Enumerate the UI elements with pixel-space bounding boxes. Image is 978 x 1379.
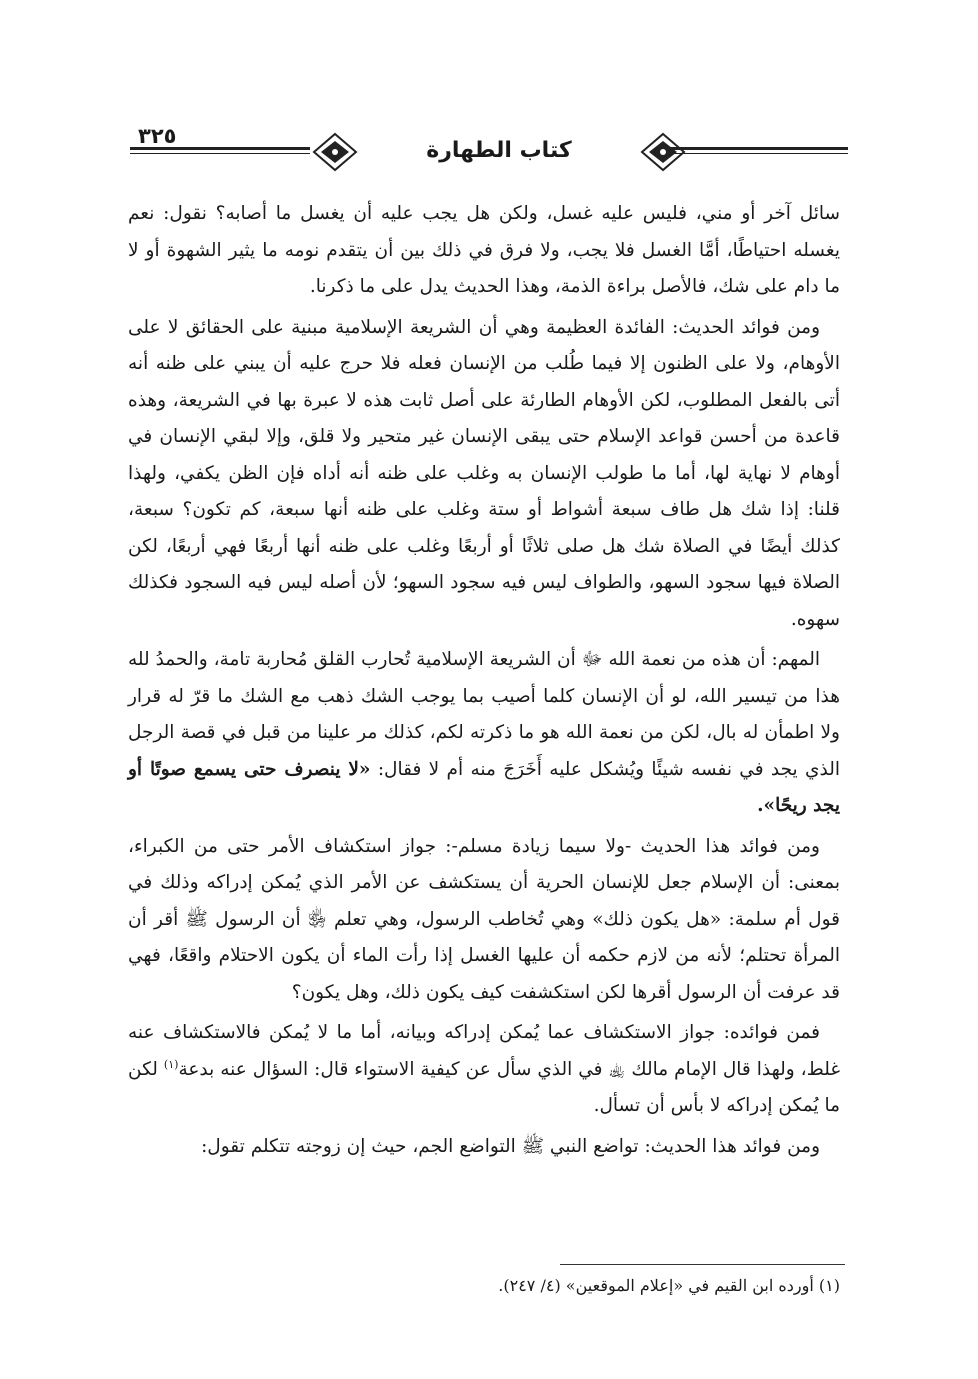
header-rule-left-thin bbox=[130, 153, 310, 154]
running-title: كتاب الطهارة bbox=[426, 138, 572, 163]
paragraph-5-text: فمن فوائده: جواز الاستكشاف عما يُمكن إدراكه وبيانه، أما ما لا يُمكن فالاستكشاف عنه غلط، ولهذا قال الإمام مالك ﵀ في الذي سأل عن كيفية الاستواء قال: السؤال عنه بدعة bbox=[128, 1022, 840, 1080]
header-rule-right bbox=[658, 147, 848, 150]
paragraph-1: سائل آخر أو مني، فليس عليه غسل، ولكن هل يجب عليه أن يغسل ما أصابه؟ نقول: نعم يغسله احتياطًا، أمَّا الغسل فلا يجب، ولا فرق في ذلك بين أن يتقدم نومه ما يثير الشهوة أو لا ما دام على شك، فالأصل براءة الذمة، وهذا الحديث يدل على ما ذكرنا. bbox=[128, 203, 840, 297]
paragraph-3-text: المهم: أن هذه من نعمة الله ﷻ أن الشريعة الإسلامية تُحارب القلق مُحاربة تامة، والحمدُ لله هذا من تيسير الله، لو أن الإنسان كلما أصيب بما يوجب الشك ذهب مع الشك ما قرّ له قرار ولا اطمأن له بال، لكن من نعمة الله هو ما ذكرته لكم، كذلك مر علينا من قبل في قصة الرجل الذي يجد في نفسه شيئًا ويُشكل عليه أَخَرَجَ منه أم لا فقال: bbox=[128, 649, 840, 780]
paragraph-6: ومن فوائد هذا الحديث: تواضع النبي ﷺ التواضع الجم، حيث إن زوجته تتكلم تقول: bbox=[201, 1135, 820, 1157]
paragraph-4: ومن فوائد هذا الحديث -ولا سيما زيادة مسلم-: جواز استكشاف الأمر حتى من الكبراء، بمعنى: أن الإسلام جعل للإنسان الحرية أن يستكشف عن الأمر الذي يُمكن إدراكه وذلك في قول أم سلمة: «هل يكون ذلك» وهي تُخاطب الرسول، وهي تعلم ﵂ أن الرسول ﷺ أقر أن المرأة تحتلم؛ لأنه من لازم حكمه أن عليها الغسل إذا رأت الماء أن يكون الاحتلام واقعًا، فهي قد عرفت أن الرسول أقرها لكن استكشفت كيف يكون ذلك، وهل يكون؟ bbox=[128, 835, 840, 1003]
ornament-right-icon bbox=[640, 132, 686, 172]
main-text bbox=[128, 196, 840, 1169]
page-number: ٣٢٥ bbox=[138, 124, 177, 148]
ornament-left-icon bbox=[312, 132, 358, 172]
paragraph-5-tail: لكن ما يُمكن إدراكه لا بأس أن تسأل. bbox=[128, 1058, 840, 1116]
paragraph-5 bbox=[128, 1015, 840, 1125]
paragraph-2: ومن فوائد الحديث: الفائدة العظيمة وهي أن الشريعة الإسلامية مبنية على الحقائق لا على الأوهام، ولا على الظنون إلا فيما طُلب من الإنسان فعله فلا حرج عليه أن يبني على ظنه أنه أتى بالفعل المطلوب، لكن الأوهام الطارئة على أصل ثابت هذه لا عبرة بها في الشريعة، وهذه قاعدة من أحسن قواعد الإسلام حتى يبقى الإنسان غير متحير ولا قلق، وإلا لبقي الإنسان في أوهام لا نهاية لها، أما ما طولب الإنسان به وغلب على ظنه أنه أداه فإن الظن يكفي، ولهذا قلنا: إذا شك هل طاف سبعة أشواط أو ستة وغلب على ظنه أنها سبعة، كم تكون؟ سبعة، كذلك أيضًا في الصلاة شك هل صلى ثلاثًا أو أربعًا وغلب على ظنه أنها أربعًا فهي أربعًا، لكن الصلاة فيها سجود السهو، والطواف ليس فيه سجود السهو؛ لأن أصله ليس فيه السجود فكذلك سهوه. bbox=[128, 316, 840, 630]
header-rule-right-thin bbox=[658, 153, 848, 154]
footnote-rule bbox=[560, 1264, 845, 1265]
hadith-quote: «لا ينصرف حتى يسمع صوتًا أو يجد ريحًا». bbox=[128, 758, 840, 816]
footnote: (١) أورده ابن القيم في «إعلام الموقعين» (٤/ ٢٤٧). bbox=[498, 1276, 840, 1295]
footnote-marker: (١) bbox=[163, 1057, 179, 1071]
paragraph-3 bbox=[128, 642, 840, 825]
page-header bbox=[130, 124, 848, 180]
